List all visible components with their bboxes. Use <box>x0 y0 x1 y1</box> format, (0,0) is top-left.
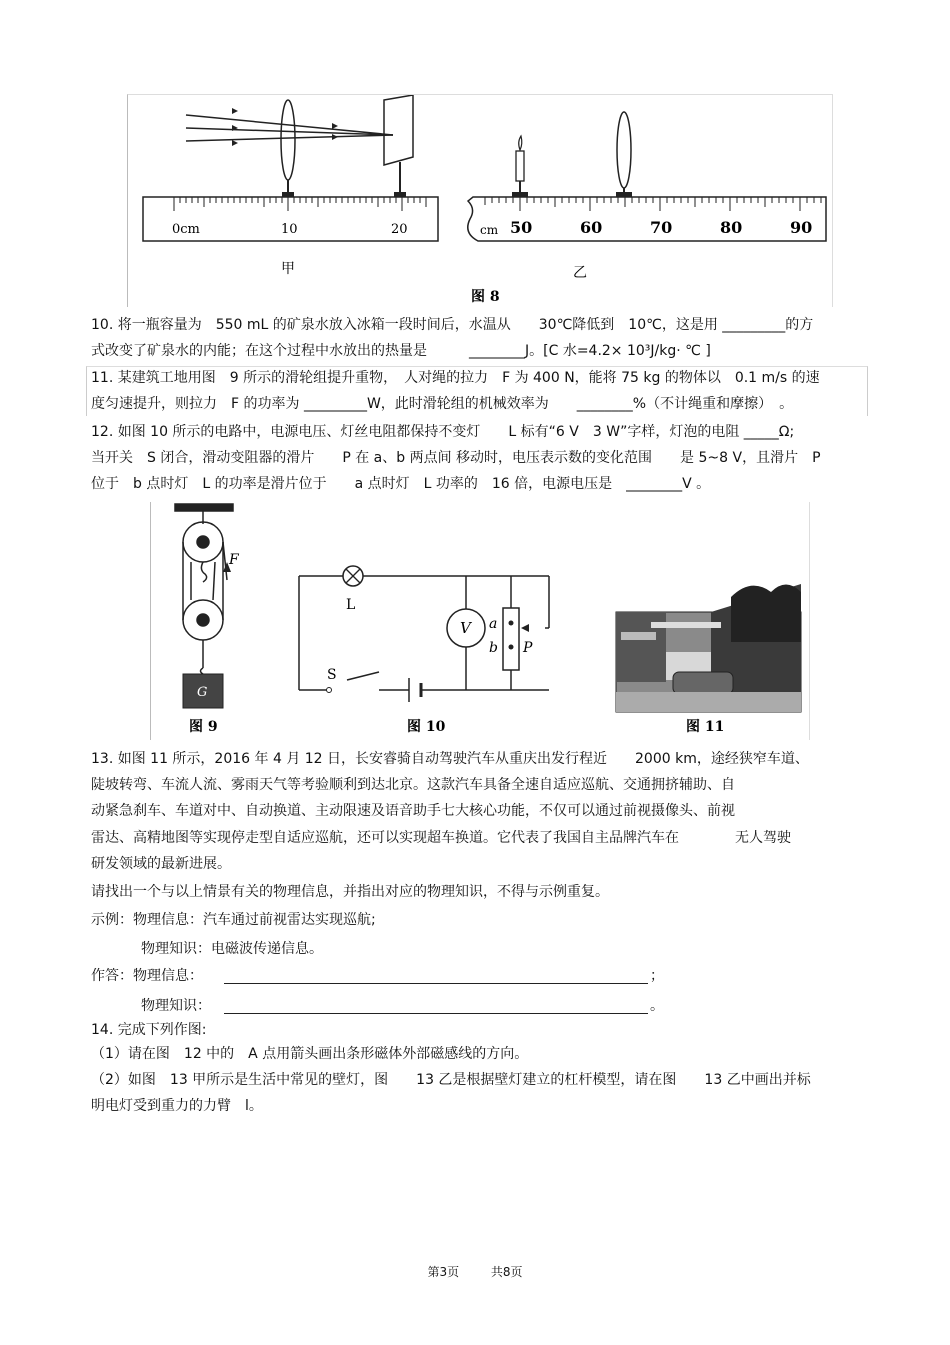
q13-line-2: 陡坡转弯、车流人流、雾雨天气等考验顺利到达北京。这款汽车具备全速自适应巡航、交通拥挤辅助、自 <box>91 777 735 793</box>
page-footer <box>0 1263 950 1280</box>
ruler-left-tick-10: 10 <box>281 222 298 237</box>
figure-8-label-yi: 乙 <box>573 265 587 281</box>
force-label: F <box>229 552 239 568</box>
q14-line-3: （2）如图 13 甲所示是生活中常见的壁灯，图 13 乙是根据壁灯建立的杠杆模型，请在图 13 乙中画出并标 <box>91 1072 811 1088</box>
q13-line-3: 动紧急刹车、车道对中、自动换道、主动限速及语音助手七大核心功能，不仅可以通过前视摄像头、前视 <box>91 803 735 819</box>
page-total: 共8页 <box>490 1265 523 1279</box>
autonomous-car-photo <box>616 584 801 712</box>
ruler-left-tick-0: 0cm <box>172 222 200 237</box>
point-b-label: b <box>489 640 498 656</box>
ruler-right-tick-90: 90 <box>790 218 813 237</box>
q13-line-4: 雷达、高精地图等实现停走型自适应巡航，还可以实现超车换道。它代表了我国自主品牌汽车在 无人驾驶 <box>91 830 791 846</box>
switch-label: S <box>327 667 337 683</box>
q13-answer-info-blank[interactable] <box>224 982 648 984</box>
q13-example-info: 示例：物理信息：汽车通过前视雷达实现巡航; <box>91 912 376 928</box>
ruler-right-unit: cm <box>480 223 499 237</box>
figure-9-caption: 图 9 <box>189 719 218 735</box>
q13-line-5: 研发领域的最新进展。 <box>91 856 231 872</box>
ruler-right-tick-50: 50 <box>510 218 533 237</box>
figure-8-caption: 图 8 <box>471 289 500 305</box>
ruler-left-tick-20: 20 <box>391 222 408 237</box>
q10-line-1: 10. 将一瓶容量为 550 mL 的矿泉水放入冰箱一段时间后，水温从 30℃降低到 10℃，这是用 _________的方 <box>91 317 814 333</box>
q13-line-6: 请找出一个与以上情景有关的物理信息，并指出对应的物理知识，不得与示例重复。 <box>91 884 609 900</box>
point-a-label: a <box>489 616 498 632</box>
figure-8 <box>127 94 833 307</box>
page-number: 第3页 <box>427 1265 460 1279</box>
lamp-label: L <box>346 597 356 613</box>
q14-line-2: （1）请在图 12 中的 A 点用箭头画出条形磁体外部磁感线的方向。 <box>91 1046 529 1062</box>
q11-line-1: 11. 某建筑工地用图 9 所示的滑轮组提升重物， 人对绳的拉力 F 为 400 N，能将 75 kg 的物体以 0.1 m/s 的速 <box>91 370 820 386</box>
q10-line-2: 式改变了矿泉水的内能；在这个过程中水放出的热量是 ________J。[C 水=4.2× 10³J/kg· ℃ ] <box>91 343 711 359</box>
q13-answer-knowledge-end: 。 <box>650 998 664 1014</box>
voltmeter-label: V <box>460 619 471 637</box>
q11-line-2: 度匀速提升，则拉力 F 的功率为 _________W，此时滑轮组的机械效率为 ________%（不计绳重和摩擦） 。 <box>91 396 794 412</box>
slider-label: P <box>523 640 533 656</box>
figures-9-10-11-drawing <box>151 502 809 740</box>
ruler-right-tick-60: 60 <box>580 218 603 237</box>
q13-answer-knowledge-label: 物理知识： <box>141 998 211 1014</box>
figures-9-10-11 <box>150 502 810 740</box>
q12-line-3: 位于 b 点时灯 L 的功率是滑片位于 a 点时灯 L 功率的 16 倍，电源电压是 ________V 。 <box>91 476 711 492</box>
q12-line-1: 12. 如图 10 所示的电路中，电源电压、灯丝电阻都保持不变灯 L 标有“6 V 3 W”字样，灯泡的电阻 _____Ω; <box>91 424 795 440</box>
figure-11-caption: 图 11 <box>686 719 725 735</box>
figure-8-label-jia: 甲 <box>281 261 295 277</box>
q14-line-1: 14. 完成下列作图: <box>91 1022 207 1038</box>
q13-example-knowledge: 物理知识：电磁波传递信息。 <box>141 941 323 957</box>
circuit-diagram <box>299 576 549 702</box>
figure-8-drawing <box>128 95 832 307</box>
q13-line-1: 13. 如图 11 所示，2016 年 4 月 12 日，长安睿骑自动驾驶汽车从重庆出发行程近 2000 km，途经狭窄车道、 <box>91 751 809 767</box>
q13-answer-info-end: ； <box>650 968 664 984</box>
q14-line-4: 明电灯受到重力的力臂 l。 <box>91 1098 263 1114</box>
q12-line-2: 当开关 S 闭合，滑动变阻器的滑片 P 在 a、b 两点间 移动时，电压表示数的变化范围 是 5~8 V，且滑片 P <box>91 450 821 466</box>
weight-label: G <box>197 685 208 700</box>
ruler-right-tick-80: 80 <box>720 218 743 237</box>
ruler-right-tick-70: 70 <box>650 218 673 237</box>
q13-answer-knowledge-blank[interactable] <box>224 1012 648 1014</box>
q13-answer-info-label: 作答：物理信息： <box>91 968 203 984</box>
pulley-system <box>175 504 233 674</box>
figure-10-caption: 图 10 <box>407 719 446 735</box>
